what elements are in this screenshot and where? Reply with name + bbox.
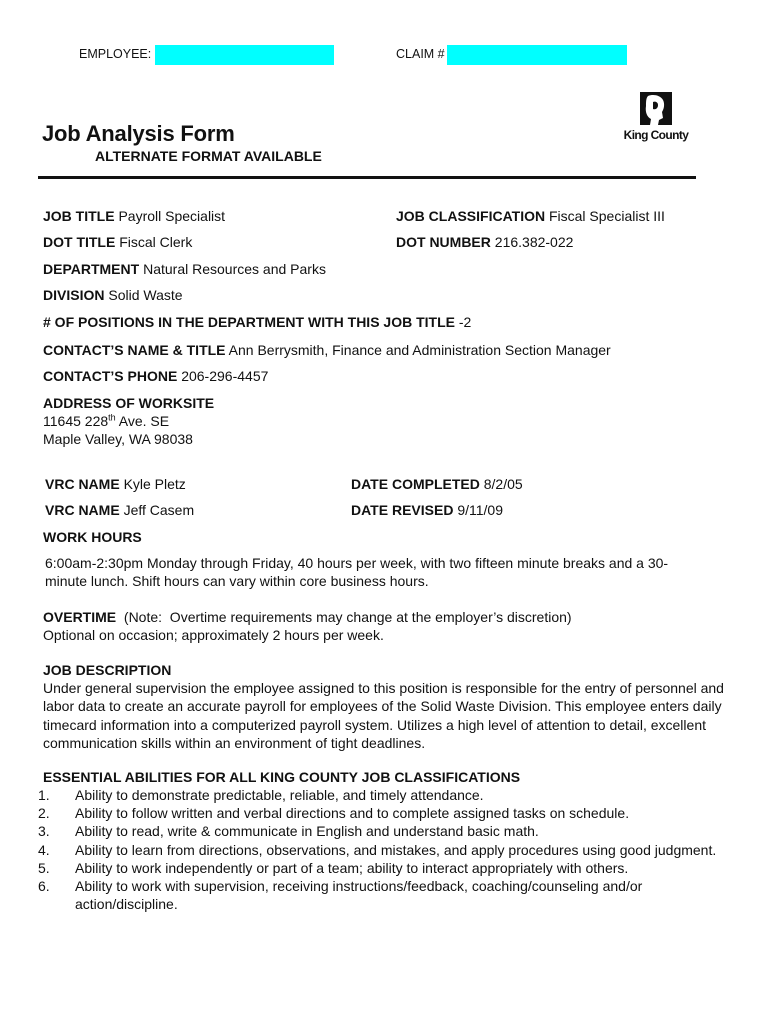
job-description-text: Under general supervision the employee assigned to this position is responsible for the entry of personnel and labor data to create an accurate payroll for employees of the Solid Waste Division. This employee enters daily timecard information into a computerized payroll system. Utilizes a high level of attention to detail, excellent communication skills within an environment of tight deadlines. bbox=[43, 680, 724, 751]
king-silhouette-icon bbox=[620, 92, 692, 128]
positions-label: # OF POSITIONS IN THE DEPARTMENT WITH THIS JOB TITLE bbox=[43, 314, 455, 330]
vrc-name-1-label: VRC NAME bbox=[45, 476, 120, 492]
list-item-text: Ability to work independently or part of a team; ability to interact appropriately with others. bbox=[75, 859, 629, 876]
vrc-name-2-label: VRC NAME bbox=[45, 502, 120, 518]
work-hours-label: WORK HOURS bbox=[43, 529, 142, 545]
list-item-text: Ability to read, write & communicate in English and understand basic math. bbox=[75, 823, 539, 840]
job-description-label: JOB DESCRIPTION bbox=[43, 662, 172, 678]
dot-number-field bbox=[396, 233, 573, 251]
division-field bbox=[43, 286, 183, 304]
contact-phone-label: CONTACT’S PHONE bbox=[43, 368, 178, 384]
job-title-label: JOB TITLE bbox=[43, 208, 115, 224]
contact-name-field bbox=[43, 341, 611, 359]
dot-number-label: DOT NUMBER bbox=[396, 234, 491, 250]
list-item bbox=[38, 841, 718, 859]
positions-value: -2 bbox=[458, 314, 472, 330]
essential-abilities-label: ESSENTIAL ABILITIES FOR ALL KING COUNTY JOB CLASSIFICATIONS bbox=[43, 769, 521, 785]
list-item-text: Ability to work with supervision, receiving instructions/feedback, coaching/counseling and/or action/discipline. bbox=[75, 877, 643, 913]
vrc-name-2-value: Jeff Casem bbox=[123, 502, 195, 518]
list-item-number: 4. bbox=[38, 841, 50, 858]
employee-label: EMPLOYEE: bbox=[79, 47, 152, 61]
date-completed-field bbox=[351, 475, 523, 493]
king-county-logo-icon bbox=[620, 92, 692, 148]
division-value: Solid Waste bbox=[108, 287, 183, 303]
contact-phone-field bbox=[43, 367, 268, 385]
list-item-number: 6. bbox=[38, 877, 50, 894]
employee-redaction bbox=[155, 45, 334, 65]
positions-field bbox=[43, 313, 471, 331]
list-item bbox=[38, 822, 718, 840]
dot-number-value: 216.382-022 bbox=[494, 234, 574, 250]
address-superscript: th bbox=[108, 412, 116, 423]
address-line-2: Maple Valley, WA 98038 bbox=[43, 431, 193, 448]
address-field bbox=[43, 394, 214, 449]
list-item-number: 1. bbox=[38, 787, 50, 803]
overtime-label: OVERTIME bbox=[43, 609, 117, 625]
dot-title-label: DOT TITLE bbox=[43, 234, 116, 250]
address-label: ADDRESS OF WORKSITE bbox=[43, 395, 215, 411]
job-classification-label: JOB CLASSIFICATION bbox=[396, 208, 546, 224]
job-title-field bbox=[43, 207, 225, 225]
page-title: Job Analysis Form bbox=[42, 121, 235, 146]
work-hours-text: 6:00am-2:30pm Monday through Friday, 40 hours per week, with two fifteen minute breaks and a 30-minute lunch. Shift hours can vary within core business hours. bbox=[45, 555, 669, 590]
department-label: DEPARTMENT bbox=[43, 261, 140, 277]
address-street-name: Ave. SE bbox=[115, 413, 170, 430]
alternate-format-note: ALTERNATE FORMAT AVAILABLE bbox=[95, 148, 322, 164]
address-line-1 bbox=[43, 412, 214, 430]
logo-text: King County bbox=[623, 128, 689, 142]
claim-redaction bbox=[447, 45, 627, 65]
vrc-name-1-field bbox=[45, 475, 186, 493]
division-label: DIVISION bbox=[43, 287, 105, 303]
date-revised-label: DATE REVISED bbox=[351, 502, 454, 518]
list-item-number: 5. bbox=[38, 859, 50, 876]
date-completed-value: 8/2/05 bbox=[483, 476, 523, 492]
list-item bbox=[38, 786, 718, 804]
list-item-text: Ability to learn from directions, observations, and mistakes, and apply procedures using good judgment. bbox=[75, 841, 717, 858]
job-description-section bbox=[43, 661, 733, 752]
contact-name-value: Ann Berrysmith, Finance and Administration Section Manager bbox=[228, 342, 611, 358]
list-item bbox=[38, 877, 718, 913]
department-value: Natural Resources and Parks bbox=[143, 261, 326, 277]
date-completed-label: DATE COMPLETED bbox=[351, 476, 480, 492]
list-item-number: 2. bbox=[38, 805, 50, 822]
job-classification-value: Fiscal Specialist III bbox=[548, 208, 665, 224]
date-revised-field bbox=[351, 501, 503, 519]
job-title-value: Payroll Specialist bbox=[118, 208, 226, 224]
job-classification-field bbox=[396, 207, 665, 225]
overtime-section bbox=[43, 608, 733, 644]
list-item-text: Ability to follow written and verbal directions and to complete assigned tasks on schedule. bbox=[75, 805, 630, 822]
address-street-number: 11645 228 bbox=[43, 413, 109, 430]
claim-label: CLAIM # bbox=[396, 47, 445, 61]
list-item-number: 3. bbox=[38, 823, 50, 840]
list-item bbox=[38, 804, 718, 822]
vrc-name-2-field bbox=[45, 501, 194, 519]
date-revised-value: 9/11/09 bbox=[457, 502, 503, 518]
overtime-note: (Note: Overtime requirements may change at the employer’s discretion) bbox=[116, 609, 572, 625]
contact-phone-value: 206-296-4457 bbox=[181, 368, 269, 384]
list-item-text: Ability to demonstrate predictable, reliable, and timely attendance. bbox=[75, 787, 484, 803]
dot-title-field bbox=[43, 233, 192, 251]
dot-title-value: Fiscal Clerk bbox=[119, 234, 193, 250]
department-field bbox=[43, 260, 326, 278]
contact-name-label: CONTACT’S NAME & TITLE bbox=[43, 342, 226, 358]
title-divider bbox=[38, 176, 696, 179]
list-item bbox=[38, 859, 718, 877]
vrc-name-1-value: Kyle Pletz bbox=[123, 476, 186, 492]
essential-abilities-list bbox=[38, 786, 718, 913]
overtime-text: Optional on occasion; approximately 2 hours per week. bbox=[43, 627, 384, 644]
